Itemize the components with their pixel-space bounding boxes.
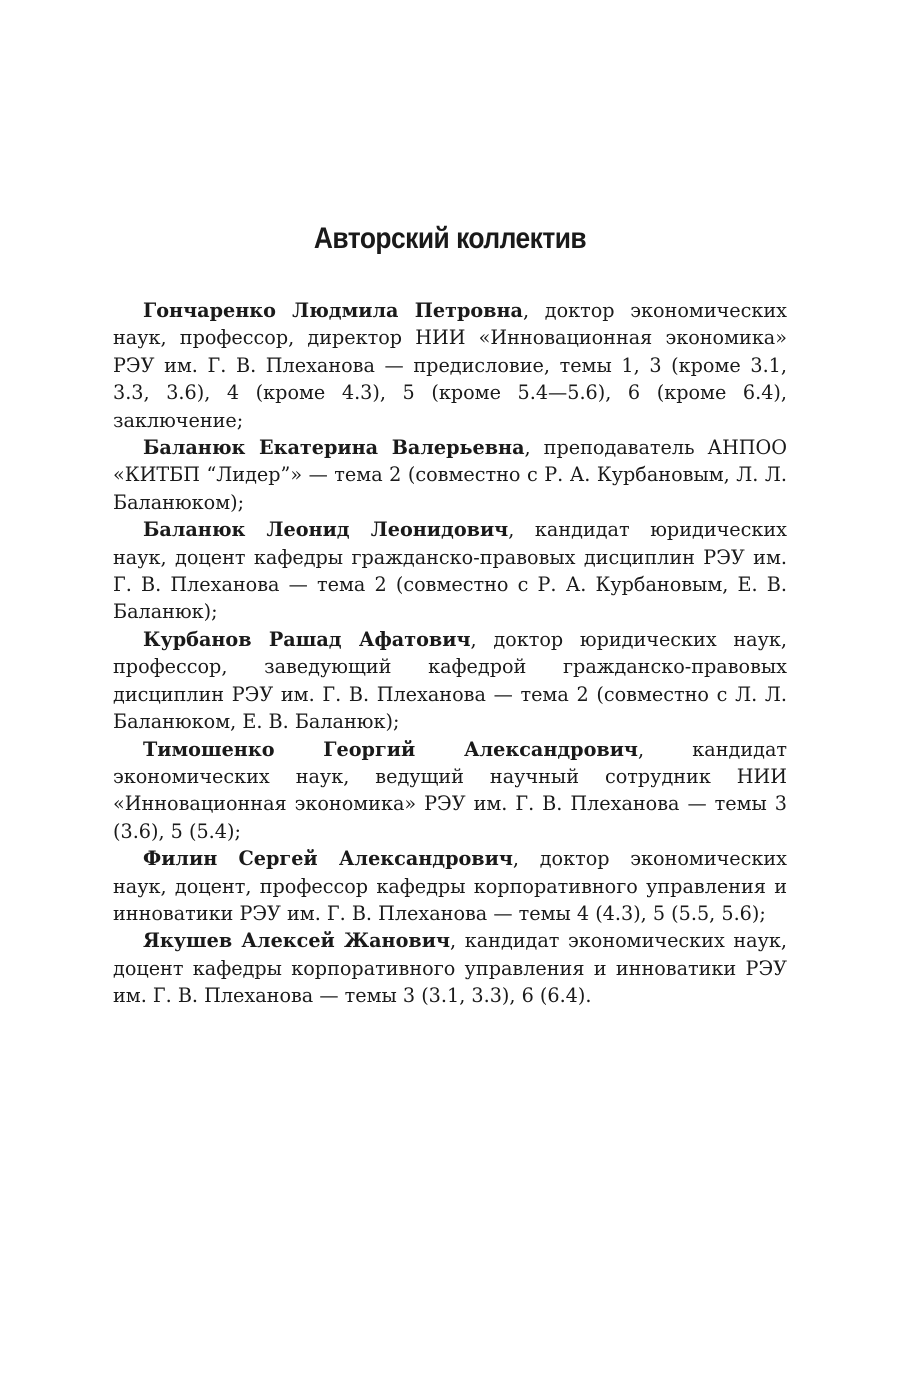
author-entry bbox=[113, 516, 787, 626]
author-description: , кандидат экономических наук, ведущий научный сотрудник НИИ «Инновационная экономика» РЭУ им. Г. В. Плеханова — темы 3 (3.6), 5 (5.4); bbox=[113, 737, 787, 843]
author-name: Баланюк Леонид Леонидович bbox=[143, 518, 509, 542]
page-title: Авторский коллектив bbox=[313, 222, 587, 255]
author-name: Курбанов Рашад Афатович bbox=[143, 627, 471, 651]
author-name: Тимошенко Георгий Александрович bbox=[143, 737, 638, 761]
author-name: Баланюк Екатерина Валерьевна bbox=[143, 436, 525, 460]
author-list bbox=[113, 297, 787, 1010]
author-name: Якушев Алексей Жанович bbox=[143, 929, 451, 953]
author-entry bbox=[113, 434, 787, 516]
author-description: , преподаватель АНПОО «КИТБП “Лидер”» — тема 2 (совместно с Р. А. Курбановым, Л. Л. Баланюком); bbox=[113, 436, 788, 514]
author-description: , кандидат экономических наук, доцент кафедры корпоративного управления и инноватики РЭУ им. Г. В. Плеханова — темы 3 (3.1, 3.3), 6 (6.4). bbox=[113, 929, 787, 1008]
author-name: Гончаренко Людмила Петровна bbox=[143, 299, 523, 322]
author-entry bbox=[113, 626, 787, 736]
author-entry bbox=[113, 297, 787, 434]
author-name: Филин Сергей Александрович bbox=[143, 847, 513, 871]
author-description: , доктор экономических наук, доцент, профессор кафедры корпоративного управления и инноватики РЭУ им. Г. В. Плеханова — темы 4 (4.3), 5 (5.5, 5.6); bbox=[113, 847, 787, 925]
author-description: , кандидат юридических наук, доцент кафедры гражданско-правовых дисциплин РЭУ им. Г. В. Плеханова — тема 2 (совместно с Р. А. Курбановым, Е. В. Баланюк); bbox=[113, 518, 787, 624]
author-description: , доктор юридических наук, профессор, заведующий кафедрой гражданско-правовых дисциплин РЭУ им. Г. В. Плеханова — тема 2 (совместно с Л. Л. Баланюком, Е. В. Баланюк); bbox=[113, 627, 787, 734]
author-entry bbox=[113, 845, 787, 927]
author-entry bbox=[113, 927, 787, 1009]
author-entry bbox=[113, 736, 787, 846]
author-description: , доктор экономических наук, профессор, директор НИИ «Инновационная экономика» РЭУ им. Г. В. Плеханова — предисловие, темы 1, 3 (кроме 3.1, 3.3, 3.6), 4 (кроме 4.3), 5 (кроме 5.4—5.6), 6 (кроме 6.4), заключение; bbox=[113, 299, 787, 432]
